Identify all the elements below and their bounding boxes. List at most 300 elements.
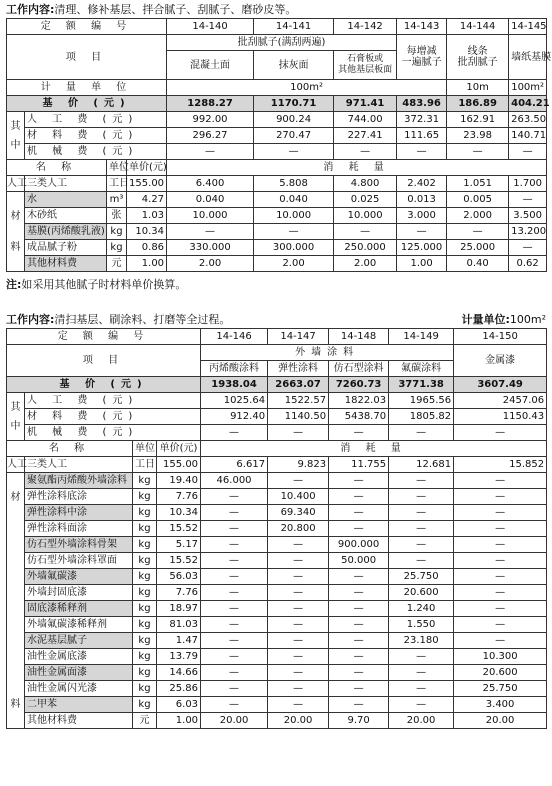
resource-unit: 元 <box>107 256 127 272</box>
consumption-value: — <box>268 537 329 553</box>
material-row <box>7 681 547 697</box>
machine-cost: — <box>389 425 454 441</box>
material-row <box>7 713 547 729</box>
sub-header: 丙烯酸涂料 <box>201 361 268 377</box>
resource-unit: kg <box>133 649 157 665</box>
consumption-value: — <box>389 665 454 681</box>
material-cost: 296.27 <box>167 128 254 144</box>
resource-unit: 工日 <box>133 457 157 473</box>
resource-name: 油性金属底漆 <box>25 649 133 665</box>
labor-cost-label: 人 工 费 (元) <box>25 393 201 409</box>
group-label: 外墙涂料 <box>201 345 454 361</box>
resource-price: 1.00 <box>157 713 201 729</box>
name-header: 名 称 <box>7 160 107 176</box>
sub-header: 混凝土面 <box>167 51 254 80</box>
resource-name: 弹性涂料中涂 <box>25 505 133 521</box>
quota-table-1 <box>6 18 552 272</box>
consumption-value: 4.800 <box>334 176 397 192</box>
material-cost: 1140.50 <box>268 409 329 425</box>
machine-cost: — <box>254 144 334 160</box>
base-price: 7260.73 <box>329 377 389 393</box>
consumption-value: 20.00 <box>454 713 547 729</box>
unit-header: 单位 <box>133 441 157 457</box>
consumption-value: 20.00 <box>389 713 454 729</box>
col-header-6: 墙纸基膜 <box>509 35 547 80</box>
consumption-value: — <box>329 601 389 617</box>
consumption-value: — <box>329 633 389 649</box>
material-row <box>7 649 547 665</box>
resource-name: 弹性涂料底涂 <box>25 489 133 505</box>
resource-unit: kg <box>133 569 157 585</box>
resource-price: 18.97 <box>157 601 201 617</box>
code-row-label: 定 额 编 号 <box>7 329 201 345</box>
material-cost: 227.41 <box>334 128 397 144</box>
consumption-value: 23.180 <box>389 633 454 649</box>
labor-cost: 1025.64 <box>201 393 268 409</box>
code-cell: 14-140 <box>167 19 254 35</box>
material-rows-2 <box>7 473 547 729</box>
col-header-4: 每增减 一遍腻子 <box>397 35 447 80</box>
resource-name: 固底漆稀释剂 <box>25 601 133 617</box>
resource-name: 仿石型外墙涂料罩面 <box>25 553 133 569</box>
consumption-value: 69.340 <box>268 505 329 521</box>
material-row <box>7 553 547 569</box>
material-rows-1 <box>7 192 547 272</box>
consumption-value: — <box>201 505 268 521</box>
consumption-value: 10.000 <box>334 208 397 224</box>
machine-cost: — <box>334 144 397 160</box>
machine-cost-label: 机 械 费 (元) <box>25 425 201 441</box>
material-cost-label: 材 料 费 (元) <box>25 409 201 425</box>
resource-name: 木砂纸 <box>25 208 107 224</box>
consumption-value: 10.000 <box>254 208 334 224</box>
material-cost: 270.47 <box>254 128 334 144</box>
material-cost: 1805.82 <box>389 409 454 425</box>
of-which-label: 其 中 <box>7 112 25 160</box>
resource-unit: kg <box>133 617 157 633</box>
resource-price: 19.40 <box>157 473 201 489</box>
consumption-value: 900.000 <box>329 537 389 553</box>
consumption-value: — <box>201 633 268 649</box>
resource-price: 6.03 <box>157 697 201 713</box>
code-cell: 14-144 <box>447 19 509 35</box>
consumption-value: 25.000 <box>447 240 509 256</box>
consumption-value: — <box>268 617 329 633</box>
consumption-value: — <box>268 473 329 489</box>
resource-unit: kg <box>133 537 157 553</box>
material-row <box>7 633 547 649</box>
consumption-value: — <box>454 489 547 505</box>
consumption-value: — <box>454 617 547 633</box>
resource-unit: kg <box>133 489 157 505</box>
consumption-value: — <box>329 473 389 489</box>
item-label: 项 目 <box>7 35 167 80</box>
base-price-label: 基 价 (元) <box>7 96 167 112</box>
consumption-value: — <box>509 192 547 208</box>
resource-name: 仿石型外墙涂料骨架 <box>25 537 133 553</box>
unit-label: 计 量 单 位 <box>7 80 167 96</box>
material-cost: 5438.70 <box>329 409 389 425</box>
consumption-value: — <box>268 585 329 601</box>
resource-unit: m³ <box>107 192 127 208</box>
col-header-5: 线条 批刮腻子 <box>447 35 509 80</box>
consumption-value: 15.852 <box>454 457 547 473</box>
sub-header: 石膏板或 其他基层板面 <box>334 51 397 80</box>
consumption-value: 3.400 <box>454 697 547 713</box>
consumption-value: — <box>389 697 454 713</box>
base-price: 186.89 <box>447 96 509 112</box>
consumption-value: 0.013 <box>397 192 447 208</box>
resource-unit: kg <box>133 585 157 601</box>
consumption-value: — <box>509 240 547 256</box>
consumption-value: — <box>201 681 268 697</box>
work-content-1: 工作内容:清理、修补基层、拌合腻子、刮腻子、磨砂皮等。 <box>6 3 297 16</box>
consumption-value: — <box>454 473 547 489</box>
base-price: 971.41 <box>334 96 397 112</box>
resource-name: 三类人工 <box>25 457 133 473</box>
consumption-value: — <box>201 601 268 617</box>
consumption-value: 9.823 <box>268 457 329 473</box>
unit-value: 10m <box>447 80 509 96</box>
labor-category: 人工 <box>7 457 25 473</box>
resource-unit: 工日 <box>107 176 127 192</box>
code-cell: 14-145 <box>509 19 547 35</box>
material-category-char: 料 <box>10 241 21 253</box>
consumption-value: — <box>268 681 329 697</box>
item-label: 项 目 <box>7 345 201 377</box>
material-row <box>7 505 547 521</box>
consumption-value: — <box>201 697 268 713</box>
resource-price: 5.17 <box>157 537 201 553</box>
consumption-value: 2.00 <box>334 256 397 272</box>
consumption-value: — <box>447 224 509 240</box>
code-cell: 14-146 <box>201 329 268 345</box>
consumption-value: 5.808 <box>254 176 334 192</box>
labor-cost: 900.24 <box>254 112 334 128</box>
resource-name: 其他材料费 <box>25 713 133 729</box>
base-price: 3771.38 <box>389 377 454 393</box>
consumption-value: 125.000 <box>397 240 447 256</box>
resource-price: 81.03 <box>157 617 201 633</box>
consumption-value: — <box>201 521 268 537</box>
consumption-value: — <box>389 553 454 569</box>
material-row <box>7 521 547 537</box>
consumption-value: — <box>329 681 389 697</box>
consumption-value: 20.600 <box>454 665 547 681</box>
labor-cost: 1522.57 <box>268 393 329 409</box>
consumption-value: 20.00 <box>268 713 329 729</box>
resource-unit: kg <box>133 505 157 521</box>
consumption-value: 2.402 <box>397 176 447 192</box>
consumption-value: — <box>201 617 268 633</box>
consumption-value: — <box>268 569 329 585</box>
unit-value: 100m² <box>509 80 547 96</box>
consumption-value: 0.005 <box>447 192 509 208</box>
consumption-value: 250.000 <box>334 240 397 256</box>
consumption-value: — <box>454 537 547 553</box>
machine-cost-label: 机 械 费 (元) <box>25 144 167 160</box>
resource-unit: kg <box>133 633 157 649</box>
code-cell: 14-147 <box>268 329 329 345</box>
resource-unit: kg <box>133 681 157 697</box>
consumption-value: — <box>454 553 547 569</box>
base-price: 404.21 <box>509 96 547 112</box>
material-cost: 1150.43 <box>454 409 547 425</box>
labor-cost: 2457.06 <box>454 393 547 409</box>
material-cost: 23.98 <box>447 128 509 144</box>
resource-unit: 张 <box>107 208 127 224</box>
consumption-value: 330.000 <box>167 240 254 256</box>
machine-cost: — <box>268 425 329 441</box>
consumption-value: 25.750 <box>454 681 547 697</box>
labor-cost: 1822.03 <box>329 393 389 409</box>
labor-cost: 1965.56 <box>389 393 454 409</box>
consumption-value: — <box>397 224 447 240</box>
consumption-value: — <box>254 224 334 240</box>
consumption-value: 300.000 <box>254 240 334 256</box>
consumption-value: 20.600 <box>389 585 454 601</box>
resource-price: 7.76 <box>157 489 201 505</box>
consumption-value: — <box>268 665 329 681</box>
resource-unit: kg <box>133 601 157 617</box>
resource-unit: kg <box>133 473 157 489</box>
consumption-value: 1.00 <box>397 256 447 272</box>
price-header: 单价(元) <box>127 160 167 176</box>
machine-cost: — <box>201 425 268 441</box>
machine-cost: — <box>329 425 389 441</box>
consumption-value: 10.400 <box>268 489 329 505</box>
resource-name: 二甲苯 <box>25 697 133 713</box>
resource-unit: kg <box>133 553 157 569</box>
resource-price: 25.86 <box>157 681 201 697</box>
resource-unit: kg <box>133 697 157 713</box>
consumption-value: — <box>268 649 329 665</box>
resource-price: 4.27 <box>127 192 167 208</box>
resource-price: 155.00 <box>127 176 167 192</box>
material-cost: 111.65 <box>397 128 447 144</box>
material-cost: 140.71 <box>509 128 547 144</box>
machine-cost: — <box>509 144 547 160</box>
resource-name: 聚氨酯丙烯酸外墙涂料 <box>25 473 133 489</box>
resource-name: 外墙氟碳漆稀释剂 <box>25 617 133 633</box>
labor-category: 人工 <box>7 176 25 192</box>
code-row-label: 定 额 编 号 <box>7 19 167 35</box>
resource-price: 1.03 <box>127 208 167 224</box>
of-which-label: 其 中 <box>7 393 25 441</box>
resource-unit: kg <box>107 224 127 240</box>
consumption-value: — <box>389 489 454 505</box>
labor-cost: 162.91 <box>447 112 509 128</box>
consumption-value: — <box>454 505 547 521</box>
base-price: 1288.27 <box>167 96 254 112</box>
consumption-value: 9.70 <box>329 713 389 729</box>
consumption-value: — <box>329 521 389 537</box>
material-cost: 912.40 <box>201 409 268 425</box>
material-row <box>7 665 547 681</box>
sub-header: 仿石型涂料 <box>329 361 389 377</box>
resource-name: 油性金属闪光漆 <box>25 681 133 697</box>
consumption-value: — <box>329 649 389 665</box>
material-category-char: 材 <box>10 491 21 503</box>
material-row <box>7 601 547 617</box>
consumption-value: — <box>201 649 268 665</box>
consumption-value: — <box>201 489 268 505</box>
consumption-value: 0.025 <box>334 192 397 208</box>
resource-price: 13.79 <box>157 649 201 665</box>
consumption-value: 2.000 <box>447 208 509 224</box>
consumption-value: — <box>329 697 389 713</box>
consumption-value: 20.800 <box>268 521 329 537</box>
consumption-value: 10.000 <box>167 208 254 224</box>
material-row <box>7 697 547 713</box>
consumption-value: 11.755 <box>329 457 389 473</box>
consumption-value: 1.051 <box>447 176 509 192</box>
measure-unit-note: 计量单位:100m² <box>461 313 546 326</box>
base-price: 2663.07 <box>268 377 329 393</box>
consumption-value: 3.500 <box>509 208 547 224</box>
material-row <box>7 240 547 256</box>
consumption-value: — <box>454 601 547 617</box>
resource-price: 0.86 <box>127 240 167 256</box>
consumption-value: — <box>389 521 454 537</box>
material-row <box>7 537 547 553</box>
consumption-value: 13.200 <box>509 224 547 240</box>
resource-price: 155.00 <box>157 457 201 473</box>
consumption-value: — <box>329 489 389 505</box>
group-label: 批刮腻子(满刮两遍) <box>167 35 397 51</box>
consumption-value: — <box>389 537 454 553</box>
machine-cost: — <box>454 425 547 441</box>
price-header: 单价(元) <box>157 441 201 457</box>
consumption-value: — <box>329 665 389 681</box>
material-cost-label: 材 料 费 (元) <box>25 128 167 144</box>
sub-header: 氟碳涂料 <box>389 361 454 377</box>
consumption-value: — <box>389 473 454 489</box>
unit-header: 单位 <box>107 160 127 176</box>
resource-name: 基膜(丙烯酸乳液) <box>25 224 107 240</box>
resource-unit: kg <box>133 521 157 537</box>
consumption-value: — <box>201 553 268 569</box>
base-price: 1938.04 <box>201 377 268 393</box>
resource-price: 15.52 <box>157 521 201 537</box>
resource-name: 三类人工 <box>25 176 107 192</box>
material-row <box>7 585 547 601</box>
resource-name: 水泥基层腻子 <box>25 633 133 649</box>
consumption-value: — <box>201 537 268 553</box>
resource-price: 14.66 <box>157 665 201 681</box>
resource-name: 其他材料费 <box>25 256 107 272</box>
consumption-value: 2.00 <box>254 256 334 272</box>
consumption-value: — <box>268 601 329 617</box>
labor-cost: 992.00 <box>167 112 254 128</box>
consumption-value: — <box>454 633 547 649</box>
code-cell: 14-143 <box>397 19 447 35</box>
consumption-value: — <box>454 521 547 537</box>
resource-name: 水 <box>25 192 107 208</box>
consumption-value: 6.617 <box>201 457 268 473</box>
consumption-value: 1.550 <box>389 617 454 633</box>
resource-price: 10.34 <box>157 505 201 521</box>
resource-price: 7.76 <box>157 585 201 601</box>
quota-table-2 <box>6 328 547 729</box>
consumption-value: 1.700 <box>509 176 547 192</box>
labor-cost: 263.50 <box>509 112 547 128</box>
consumption-value: 6.400 <box>167 176 254 192</box>
base-price: 483.96 <box>397 96 447 112</box>
consumption-value: 0.040 <box>167 192 254 208</box>
code-cell: 14-142 <box>334 19 397 35</box>
material-row <box>7 489 547 505</box>
consumption-value: 25.750 <box>389 569 454 585</box>
consumption-value: 50.000 <box>329 553 389 569</box>
material-category-char: 料 <box>10 698 21 710</box>
sub-header: 弹性涂料 <box>268 361 329 377</box>
material-row <box>7 256 547 272</box>
resource-name: 外墙封固底漆 <box>25 585 133 601</box>
material-row <box>7 617 547 633</box>
consumption-value: — <box>201 665 268 681</box>
base-price-label: 基 价 (元) <box>7 377 201 393</box>
resource-unit: kg <box>133 665 157 681</box>
consumption-value: 0.62 <box>509 256 547 272</box>
material-row <box>7 192 547 208</box>
material-category-char: 材 <box>10 210 21 222</box>
consumption-value: 20.00 <box>201 713 268 729</box>
consumption-header: 消 耗 量 <box>167 160 547 176</box>
resource-price: 56.03 <box>157 569 201 585</box>
consumption-value: 46.000 <box>201 473 268 489</box>
resource-unit: kg <box>107 240 127 256</box>
resource-name: 弹性涂料面涂 <box>25 521 133 537</box>
sub-header: 抹灰面 <box>254 51 334 80</box>
consumption-value: 0.040 <box>254 192 334 208</box>
machine-cost: — <box>397 144 447 160</box>
consumption-value: — <box>454 569 547 585</box>
consumption-value: — <box>389 505 454 521</box>
consumption-value: — <box>389 649 454 665</box>
code-cell: 14-141 <box>254 19 334 35</box>
consumption-value: 1.240 <box>389 601 454 617</box>
consumption-value: — <box>329 569 389 585</box>
name-header: 名 称 <box>7 441 133 457</box>
consumption-value: 10.300 <box>454 649 547 665</box>
material-row <box>7 208 547 224</box>
consumption-value: — <box>389 681 454 697</box>
work-content-2: 工作内容:清扫基层、刷涂料、打磨等全过程。 <box>6 313 231 326</box>
resource-name: 油性金属面漆 <box>25 665 133 681</box>
resource-price: 1.00 <box>127 256 167 272</box>
consumption-value: — <box>201 585 268 601</box>
consumption-value: — <box>329 617 389 633</box>
code-cell: 14-149 <box>389 329 454 345</box>
consumption-value: 2.00 <box>167 256 254 272</box>
base-price: 3607.49 <box>454 377 547 393</box>
labor-cost: 372.31 <box>397 112 447 128</box>
code-cell: 14-150 <box>454 329 547 345</box>
material-category <box>7 192 25 272</box>
code-cell: 14-148 <box>329 329 389 345</box>
resource-price: 1.47 <box>157 633 201 649</box>
material-category <box>7 473 25 729</box>
consumption-value: — <box>268 633 329 649</box>
machine-cost: — <box>167 144 254 160</box>
machine-cost: — <box>447 144 509 160</box>
resource-price: 10.34 <box>127 224 167 240</box>
consumption-header: 消 耗 量 <box>201 441 547 457</box>
consumption-value: 0.40 <box>447 256 509 272</box>
material-row <box>7 224 547 240</box>
consumption-value: — <box>201 569 268 585</box>
